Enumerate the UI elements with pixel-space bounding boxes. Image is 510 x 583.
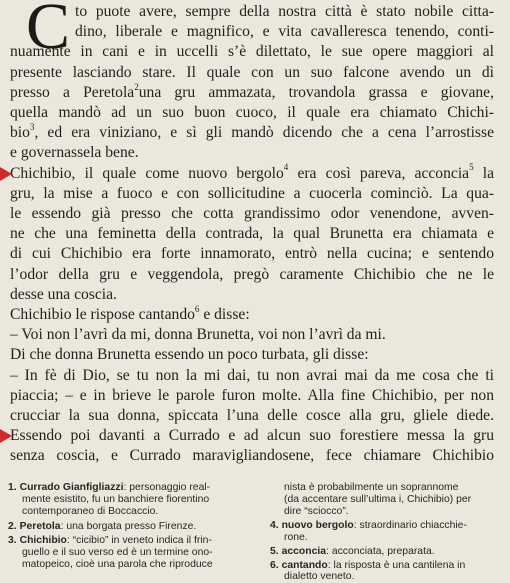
- text-line: [10, 204, 494, 224]
- footnote-text: matopeico, cioè una parola che riproduce: [22, 559, 213, 570]
- text-segment: l’odor della gru e veggendola, pregò caramente Chichibio che ne le: [10, 265, 494, 283]
- footnote-text: rone.: [284, 532, 308, 543]
- footnote-ref: 3: [29, 122, 35, 132]
- text-line: [10, 42, 494, 62]
- footnote-line: [270, 506, 349, 518]
- footnote-line: [270, 520, 467, 532]
- footnote-text: : la risposta è una cantilena in: [327, 560, 466, 571]
- footnote-term: nuovo bergolo: [281, 520, 354, 531]
- text-line: [10, 184, 494, 204]
- footnote-number: 6.: [270, 560, 282, 571]
- text-line: [10, 366, 494, 386]
- footnote-text: guello e il suo verso ed è un termine ono-: [22, 547, 213, 558]
- footnote-line: [270, 482, 458, 494]
- text-segment: quella mandò ad un suo buon cuoco, il quale era chiamato Chichi-: [10, 104, 494, 121]
- text-segment: le essendo già presso che cotta grandissimo odor venendone, avven-: [10, 205, 494, 222]
- footnote-line: [8, 547, 213, 559]
- footnote-line: [270, 571, 354, 583]
- footnote-ref: 4: [283, 162, 289, 173]
- footnote-number: 3.: [8, 535, 20, 546]
- text-segment: Essendo poi davanti a Currado e ad alcun suo forestiere messa la gru: [10, 427, 494, 445]
- footnote-ref: 5: [469, 162, 474, 173]
- footnote-line: [8, 494, 209, 506]
- footnote-text: contemporaneo di Boccaccio.: [22, 506, 159, 517]
- footnote-line: [270, 532, 308, 544]
- paragraph-marker-icon: [0, 167, 12, 181]
- text-line: [10, 83, 494, 103]
- footnote-text: : personaggio real-: [123, 482, 211, 493]
- footnote-number: 1.: [8, 482, 20, 493]
- footnote-text: : straordinario chiacchie-: [353, 520, 467, 531]
- text-line: [10, 63, 494, 83]
- footnote-text: : acconciata, preparata.: [326, 546, 435, 557]
- footnote-text: dialetto veneto.: [284, 571, 355, 582]
- footnote-text: dire “sciocco”.: [284, 506, 349, 517]
- footnote-text: : “cicibio” in veneto indica il frin-: [66, 535, 212, 546]
- footnote-term: Currado Gianfigliazzi: [19, 482, 124, 493]
- text-line: [10, 224, 494, 244]
- text-line: [10, 103, 494, 123]
- footnote-number: 2.: [8, 521, 20, 532]
- text-segment: presente lasciando stare. Il quale con un suo falcone avendo un dì: [10, 63, 494, 81]
- text-line: [10, 265, 494, 285]
- text-segment: desse una coscia.: [10, 285, 117, 303]
- footnote-number: 4.: [270, 520, 282, 531]
- footnote-number: 5.: [270, 546, 282, 557]
- text-segment: piaccia; – e in brieve le parole furon molte. Alla fine Chichibio, per non: [10, 386, 494, 404]
- text-line: [10, 305, 494, 325]
- footnote-term: Peretola: [19, 521, 61, 532]
- footnote-text: (da accentare sull’ultima i, Chichibio) per: [284, 494, 472, 505]
- paragraph-marker-icon: [0, 429, 12, 443]
- text-segment: di cui Chichibio era forte innamorato, entrò nella cucina; e sentendo: [10, 245, 494, 263]
- text-line: [10, 143, 494, 163]
- text-segment: era così pareva, acconcia: [288, 164, 470, 182]
- text-line: [10, 244, 494, 264]
- text-segment: dino, liberale e magnifico, e vita cavalleresca tenendo, conti-: [75, 23, 494, 41]
- text-line: [75, 22, 494, 42]
- text-line: [10, 325, 494, 345]
- footnote-ref: 6: [194, 303, 200, 314]
- text-line: [10, 446, 494, 466]
- text-segment: senza coscia, e Currado maravigliandosene, fece chiamare Chichibio: [10, 447, 494, 465]
- drop-cap: C: [26, 0, 71, 63]
- text-segment: ne che una feminetta della contrada, la qual Brunetta era chiamata e: [10, 225, 494, 243]
- text-segment: presso a Peretola: [10, 83, 135, 101]
- footnote-line: [8, 482, 210, 494]
- footnote-term: acconcia: [281, 546, 327, 557]
- text-line: [10, 386, 494, 406]
- text-segment: Di che donna Brunetta essendo un poco turbata, gli disse:: [10, 346, 369, 364]
- text-segment: e governassela bene.: [10, 144, 139, 162]
- text-segment: gru, la mise a fuoco e con sollicitudine a cuocerla cominciò. La qua-: [10, 184, 494, 202]
- footnote-line: [270, 546, 435, 558]
- footnote-line: [8, 506, 158, 518]
- footnote-line: [8, 559, 213, 571]
- text-segment: – Voi non l’avrì da mi, donna Brunetta, voi non l’avrì da mi.: [10, 326, 386, 344]
- text-line: [10, 406, 494, 426]
- footnote-text: nista è probabilmente un soprannome: [284, 482, 459, 493]
- text-segment: – In fè di Dio, se tu non la mi dai, tu non avrai mai da me cosa che ti: [10, 366, 494, 384]
- footnote-line: [8, 535, 212, 547]
- text-line: [10, 345, 494, 365]
- text-segment: Chichibio le rispose cantando: [10, 306, 195, 323]
- text-segment: to puote avere, sempre della nostra città è stato nobile citta-: [75, 3, 494, 20]
- text-segment: bio: [10, 124, 30, 142]
- text-segment: Chichibio, il quale come nuovo bergolo: [10, 164, 284, 182]
- footnote-ref: 2: [134, 81, 139, 92]
- text-segment: e disse:: [199, 306, 250, 323]
- text-segment: la: [473, 164, 495, 182]
- text-line: [10, 426, 494, 446]
- text-line: [10, 285, 494, 305]
- footnote-text: : una borgata presso Firenze.: [60, 521, 197, 532]
- text-segment: crucciar la sua donna, spiccata l’una delle cosce alla gru, gliele diede.: [10, 407, 494, 424]
- footnote-line: [8, 521, 196, 533]
- text-segment: una gru ammazata, trovandola grassa e giovane,: [138, 83, 495, 101]
- text-line: [75, 2, 494, 22]
- footnote-term: Chichibio: [19, 535, 67, 546]
- text-line: [10, 123, 494, 143]
- text-segment: nuamente in cani e in uccelli s’è dilettato, le sue opere maggiori al: [10, 43, 494, 61]
- text-line: [10, 164, 494, 184]
- footnote-term: cantando: [281, 560, 328, 571]
- footnote-text: mente esistito, fu un banchiere fiorentino: [22, 494, 210, 505]
- text-segment: , ed era viniziano, e sì gli mandò dicendo che a cena l’arrostisse: [34, 124, 494, 142]
- footnote-line: [270, 494, 471, 506]
